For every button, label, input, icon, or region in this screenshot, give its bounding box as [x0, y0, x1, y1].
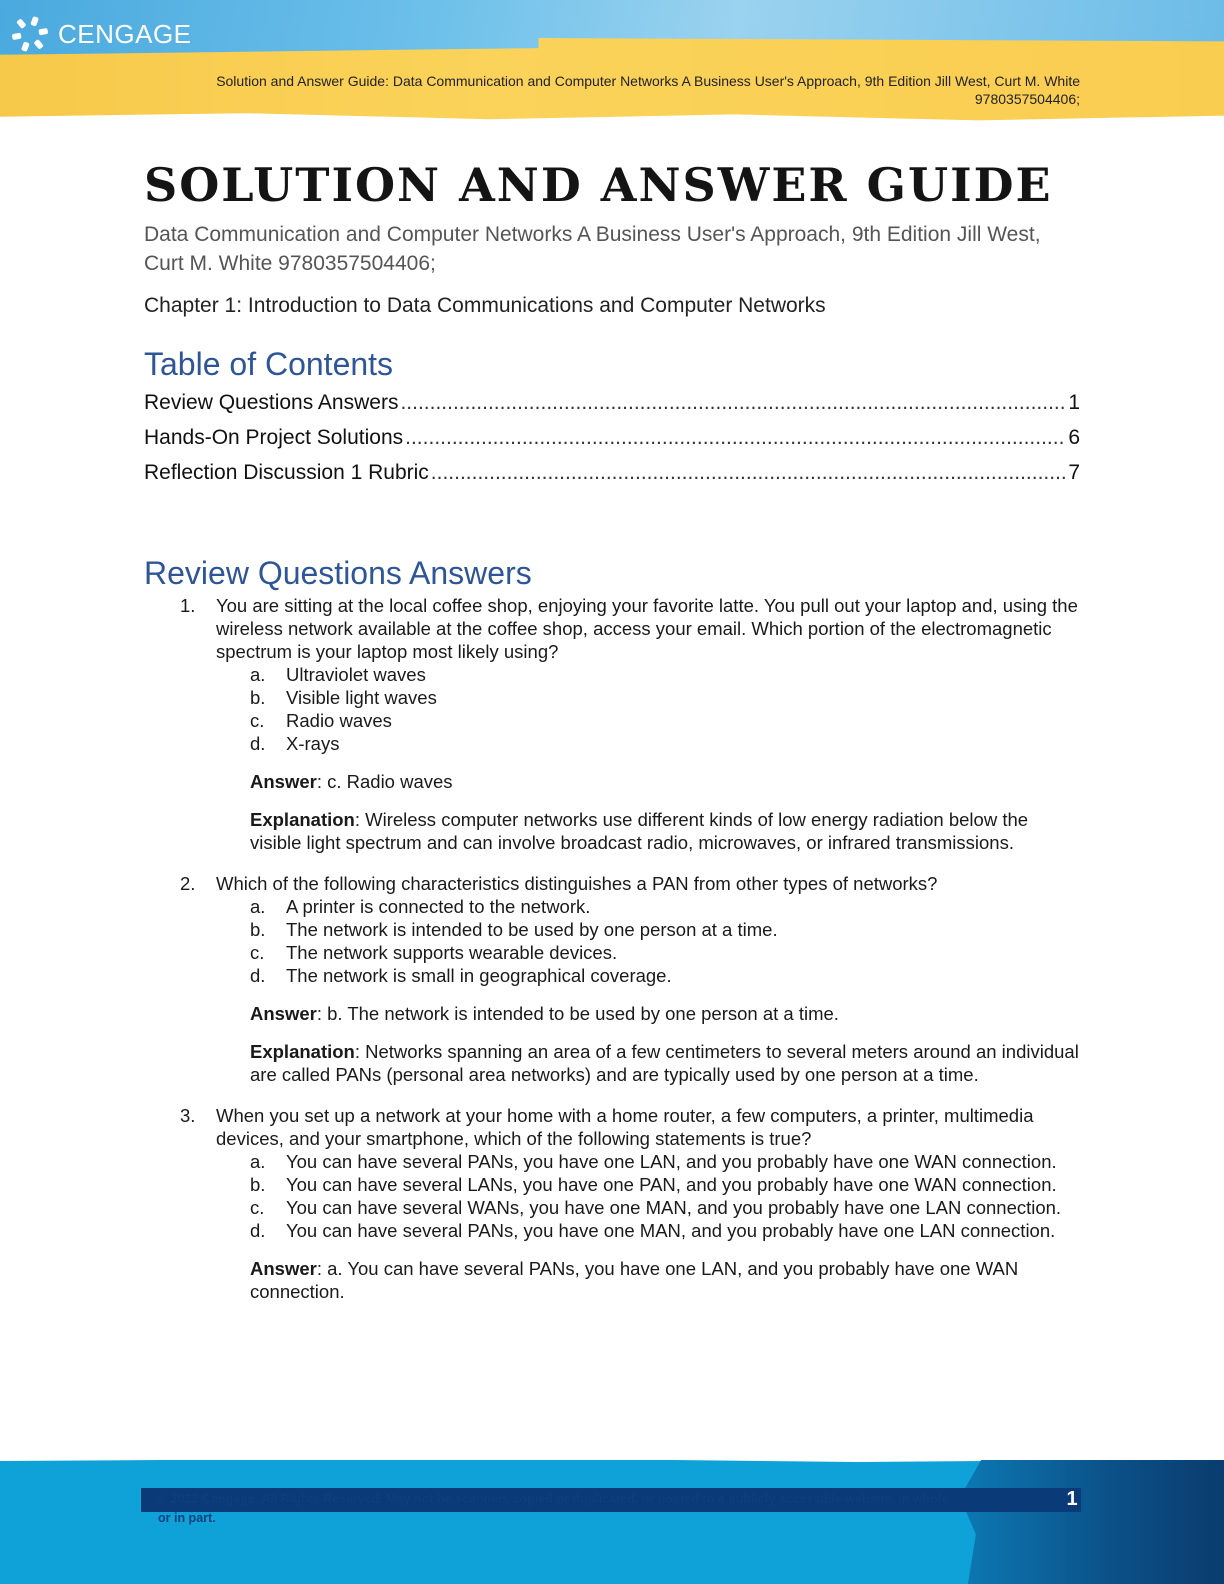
- option-letter: d.: [250, 733, 266, 754]
- question-number: 3.: [180, 1105, 196, 1126]
- toc-entry-page: 6: [1068, 426, 1080, 449]
- option-b: [250, 1173, 1080, 1196]
- option-b: [250, 918, 1080, 941]
- document-body: [144, 150, 1080, 1303]
- answer-options: [250, 663, 1080, 755]
- option-letter: d.: [250, 965, 266, 986]
- answer-options: [250, 1150, 1080, 1242]
- option-c: [250, 1196, 1080, 1219]
- toc-heading: Table of Contents: [144, 346, 394, 382]
- footer-banner: [0, 1460, 1224, 1584]
- option-letter: b.: [250, 687, 266, 708]
- option-c: [250, 709, 1080, 732]
- option-letter: b.: [250, 919, 266, 940]
- option-d: [250, 964, 1080, 987]
- answer-text: : b. The network is intended to be used by one person at a time.: [316, 1003, 839, 1024]
- option-letter: a.: [250, 896, 266, 917]
- question-2: [144, 872, 1080, 1086]
- option-text: You can have several LANs, you have one PAN, and you probably have one WAN connection.: [286, 1174, 1057, 1195]
- option-letter: a.: [250, 664, 266, 685]
- answer-text: : c. Radio waves: [316, 771, 453, 792]
- page-number: 1: [1066, 1488, 1078, 1510]
- running-head: Solution and Answer Guide: Data Communication and Computer Networks A Business User's Approach, 9th Edition Jill West, Curt M. White 9780357504406;: [216, 73, 1080, 107]
- option-text: You can have several PANs, you have one LAN, and you probably have one WAN connection.: [286, 1151, 1057, 1172]
- toc-entry-label: Hands-On Project Solutions: [144, 426, 404, 449]
- explanation-text: : Wireless computer networks use different kinds of low energy radiation below the visible light spectrum and can involve broadcast radio, microwaves, or infrared transmissions.: [250, 809, 1029, 853]
- option-text: The network supports wearable devices.: [286, 942, 618, 963]
- copyright-notice: © 2022 Cengage. All Rights Reserved. May not be scanned, copied or duplicated, or posted to a publicly accessible website, in whole or in part.: [158, 1492, 949, 1525]
- toc-entry-label: Reflection Discussion 1 Rubric: [144, 461, 429, 484]
- answer-label: Answer: [250, 1003, 317, 1024]
- answer-label: Answer: [250, 771, 317, 792]
- question-3: [144, 1104, 1080, 1303]
- cengage-logo-icon: [10, 14, 50, 54]
- option-a: [250, 663, 1080, 686]
- question-text: When you set up a network at your home with a home router, a few computers, a printer, multimedia devices, and your smartphone, which of the following statements is true?: [216, 1105, 1034, 1149]
- header-banner: [0, 0, 1224, 122]
- option-text: You can have several PANs, you have one MAN, and you probably have one LAN connection.: [286, 1220, 1056, 1241]
- toc-leader-dots: [400, 385, 1066, 420]
- explanation-text: : Networks spanning an area of a few centimeters to several meters around an individual are called PANs (personal area networks) and are typically used by one person at a time.: [250, 1041, 1079, 1085]
- option-text: The network is small in geographical coverage.: [286, 965, 672, 986]
- explanation-paragraph: [250, 808, 1080, 854]
- option-d: [250, 732, 1080, 755]
- toc-entry-review-questions[interactable]: [144, 385, 1080, 420]
- option-letter: a.: [250, 1151, 266, 1172]
- question-number: 2.: [180, 873, 196, 894]
- option-letter: c.: [250, 1197, 265, 1218]
- toc-leader-dots: [431, 455, 1067, 490]
- explanation-label: Explanation: [250, 1041, 355, 1062]
- answer-options: [250, 895, 1080, 987]
- toc-entry-hands-on-projects[interactable]: [144, 420, 1080, 455]
- option-text: You can have several WANs, you have one MAN, and you probably have one LAN connection.: [286, 1197, 1062, 1218]
- toc-leader-dots: [405, 420, 1066, 455]
- toc-entry-page: 1: [1068, 391, 1080, 414]
- toc-entry-label: Review Questions Answers: [144, 391, 399, 414]
- question-number: 1.: [180, 595, 196, 616]
- cengage-logo[interactable]: [10, 14, 192, 54]
- answer-text: : a. You can have several PANs, you have one LAN, and you probably have one WAN connection.: [250, 1258, 1019, 1302]
- option-letter: b.: [250, 1174, 266, 1195]
- option-text: Visible light waves: [286, 687, 437, 708]
- option-a: [250, 1150, 1080, 1173]
- footer-dark-band: [960, 1460, 1224, 1584]
- chapter-title: Chapter 1: Introduction to Data Communications and Computer Networks: [144, 294, 826, 317]
- explanation-label: Explanation: [250, 809, 355, 830]
- question-1: [144, 594, 1080, 854]
- option-text: Ultraviolet waves: [286, 664, 426, 685]
- explanation-paragraph: [250, 1040, 1080, 1086]
- review-questions-heading: Review Questions Answers: [144, 555, 532, 591]
- option-c: [250, 941, 1080, 964]
- document-subtitle: Data Communication and Computer Networks A Business User's Approach, 9th Edition Jill West, Curt M. White 9780357504406;: [144, 223, 1041, 275]
- question-text: Which of the following characteristics distinguishes a PAN from other types of networks?: [216, 873, 938, 894]
- option-text: The network is intended to be used by one person at a time.: [286, 919, 778, 940]
- toc-entry-page: 7: [1068, 461, 1080, 484]
- option-d: [250, 1219, 1080, 1242]
- table-of-contents: [144, 385, 1080, 490]
- document-title: SOLUTION AND ANSWER GUIDE: [144, 158, 1053, 212]
- logo-text: CENGAGE: [58, 18, 192, 49]
- question-text: You are sitting at the local coffee shop, enjoying your favorite latte. You pull out your laptop and, using the wireless network available at the coffee shop, access your email. Which portion of the electromagnetic spectrum is your laptop most likely using?: [216, 595, 1078, 662]
- option-text: Radio waves: [286, 710, 392, 731]
- answer-line: [250, 1257, 1080, 1303]
- option-letter: c.: [250, 710, 265, 731]
- answer-line: [250, 1002, 1080, 1025]
- option-text: X-rays: [286, 733, 340, 754]
- answer-line: [250, 770, 1080, 793]
- option-text: A printer is connected to the network.: [286, 896, 591, 917]
- option-letter: c.: [250, 942, 265, 963]
- option-b: [250, 686, 1080, 709]
- option-a: [250, 895, 1080, 918]
- answer-label: Answer: [250, 1258, 317, 1279]
- toc-entry-reflection-rubric[interactable]: [144, 455, 1080, 490]
- option-letter: d.: [250, 1220, 266, 1241]
